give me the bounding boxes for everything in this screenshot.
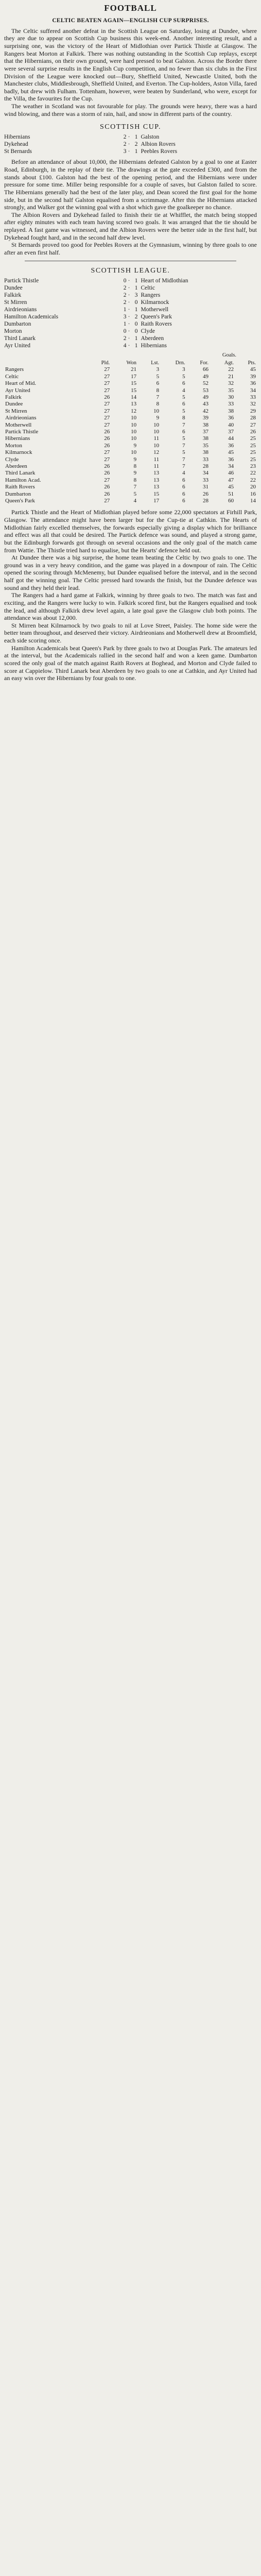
table-row (4, 374, 257, 380)
league-result-row (4, 320, 257, 328)
cell-against: 37 (228, 428, 234, 435)
header-against: Agt. (224, 360, 234, 366)
score-separator: · (128, 313, 130, 320)
cell-lost: 13 (153, 477, 160, 483)
cell-against: 51 (228, 490, 234, 497)
cell-team: Airdrieonians (5, 415, 37, 421)
scottish-league-results (4, 277, 257, 349)
league-result-row (4, 306, 257, 313)
header-points: Pts. (248, 360, 256, 366)
home-team: Third Lanark (4, 335, 36, 342)
league-result-row (4, 277, 257, 284)
cell-played: 26 (104, 463, 110, 470)
table-row (4, 498, 257, 504)
cell-for: 39 (202, 415, 208, 421)
cell-played: 26 (104, 484, 110, 490)
cell-won: 10 (131, 435, 137, 442)
cell-team: Aberdeen (5, 463, 27, 470)
score-separator: · (128, 277, 130, 284)
cell-played: 27 (104, 401, 110, 408)
cell-team: Hamilton Acad. (5, 477, 41, 483)
cell-team: Dumbarton (5, 490, 31, 497)
cell-against: 60 (228, 498, 234, 504)
away-team: Queen's Park (141, 313, 172, 320)
away-team: Aberdeen (141, 335, 164, 342)
cell-against: 33 (228, 401, 234, 408)
away-team: Clyde (141, 328, 155, 334)
cup-paragraph-2: The Albion Rovers and Dykehead failed to finish their tie at Whifflet, the match being stopped after eighty minutes with each team having scored two goals. It was arranged that the tie should be replayed. A fast game was witnessed, and the Albion Rovers were the better side in the first half, but Dykehead fought hard, and in the second half drew level. (4, 211, 257, 241)
scottish-cup-report (4, 158, 257, 256)
cell-played: 27 (104, 449, 110, 456)
cell-drawn: 7 (182, 421, 185, 428)
away-score: 2 (134, 141, 138, 148)
cell-team: Partick Thistle (5, 428, 39, 435)
home-score: 0 (123, 328, 127, 334)
cell-won: 9 (133, 442, 137, 449)
cell-drawn: 6 (182, 428, 185, 435)
cell-played: 26 (104, 428, 110, 435)
cell-team: Kilmarnock (5, 449, 32, 456)
cell-points: 26 (250, 428, 256, 435)
league-paragraph-2: At Dundee there was a big surprise, the home team beating the Celtic by two goals to one. The ground was in a very heavy condition, and the game was played in a downpour of rain. The Celtic opened the scoring through McMenemy, but Dundee equalised before the interval, and in the second half got the winning goal. The Celtic pressed hard towards the finish, but the Dundee defence was sound and they held their lead. (4, 554, 257, 591)
league-paragraph-5: Hamilton Academicals beat Queen's Park by three goals to two at Douglas Park. The amateurs led at the interval, but the Academicals rallied in the second half and won a keen game. Dumbarton scored the only goal of the match against Raith Rovers at Boghead, and Morton and Clyde failed to score at Cappielow. Third Lanark beat Aberdeen by two goals to one at Cathkin, and Ayr United had an easy win over the Hibernians by four goals to one. (4, 644, 257, 682)
cell-team: Clyde (5, 456, 19, 463)
cell-for: 66 (202, 366, 208, 373)
cell-lost: 8 (156, 401, 160, 408)
cell-for: 43 (202, 401, 208, 408)
cell-points: 36 (250, 380, 256, 387)
article-headline: CELTIC BEATEN AGAIN—ENGLISH CUP SURPRISES. (52, 17, 209, 24)
cell-drawn: 6 (182, 477, 185, 483)
cell-points: 29 (250, 408, 256, 414)
cell-drawn: 6 (182, 380, 185, 387)
scottish-league-title: SCOTTISH LEAGUE. (91, 266, 170, 275)
table-row (4, 484, 257, 490)
cell-against: 34 (228, 463, 234, 470)
home-team: Dykehead (4, 141, 28, 148)
cell-played: 26 (104, 490, 110, 497)
cell-team: Celtic (5, 373, 19, 380)
league-result-row (4, 292, 257, 299)
cell-lost: 10 (153, 442, 160, 449)
cell-points: 25 (250, 442, 256, 449)
cell-team: Raith Rovers (5, 484, 35, 490)
cell-lost: 13 (153, 470, 160, 477)
cell-drawn: 3 (182, 366, 185, 373)
cell-for: 49 (202, 394, 208, 400)
cell-points: 32 (250, 401, 256, 408)
cell-lost: 10 (153, 408, 160, 414)
cell-lost: 13 (153, 484, 160, 490)
home-team: Ayr United (4, 342, 31, 349)
cell-points: 39 (250, 373, 256, 380)
cell-for: 28 (202, 463, 208, 470)
cell-team: Morton (5, 442, 22, 449)
home-score: 3 (123, 313, 127, 320)
away-score: 3 (134, 292, 138, 298)
away-score: 0 (134, 299, 138, 306)
cell-won: 8 (133, 463, 137, 470)
league-result-row (4, 328, 257, 335)
cell-won: 12 (131, 408, 137, 414)
cell-against: 36 (228, 415, 234, 421)
table-row (4, 477, 257, 484)
scottish-cup-results (4, 133, 257, 155)
cell-for: 31 (202, 484, 208, 490)
league-result-row (4, 313, 257, 320)
away-team: Peebles Rovers (141, 148, 178, 155)
home-score: 4 (123, 342, 127, 349)
cell-won: 7 (133, 484, 137, 490)
cell-points: 23 (250, 463, 256, 470)
cell-against: 46 (228, 470, 234, 477)
cell-played: 27 (104, 456, 110, 463)
cell-team: Rangers (5, 366, 24, 373)
home-score: 3 (123, 148, 127, 155)
table-row (4, 435, 257, 442)
cell-lost: 8 (156, 387, 160, 394)
cell-won: 15 (131, 380, 137, 387)
cell-team: Motherwell (5, 421, 32, 428)
table-row (4, 422, 257, 429)
league-result-row (4, 299, 257, 306)
table-row (4, 380, 257, 387)
home-score: 2 (123, 335, 127, 342)
scottish-cup-title: SCOTTISH CUP. (99, 123, 162, 131)
header-played: Pld. (101, 360, 110, 366)
away-score: 2 (134, 313, 138, 320)
cell-for: 26 (202, 490, 208, 497)
home-score: 0 (123, 277, 127, 284)
away-score: 1 (134, 306, 138, 313)
cell-against: 35 (228, 387, 234, 394)
score-separator: · (128, 335, 130, 342)
cell-team: Queen's Park (5, 498, 35, 504)
league-paragraph-4: St Mirren beat Kilmarnock by two goals to nil at Love Street, Paisley. The home side were the better team throughout, and deserved their victory. Airdrieonians and Motherwell drew at Broomfield, each side scoring once. (4, 621, 257, 645)
cell-against: 22 (228, 366, 234, 373)
cell-lost: 17 (153, 498, 160, 504)
table-row (4, 456, 257, 463)
home-team: St Bernards (4, 148, 32, 155)
cell-against: 45 (228, 449, 234, 456)
score-separator: · (128, 141, 130, 148)
table-row (4, 394, 257, 401)
cell-lost: 11 (153, 435, 160, 442)
cell-drawn: 5 (182, 449, 185, 456)
cell-for: 33 (202, 456, 208, 463)
cell-lost: 7 (156, 394, 160, 400)
away-score: 1 (134, 342, 138, 349)
home-team: Falkirk (4, 292, 22, 298)
cell-against: 40 (228, 421, 234, 428)
cell-drawn: 7 (182, 463, 185, 470)
away-team: Kilmarnock (141, 299, 169, 306)
away-team: Rangers (141, 292, 161, 298)
away-score: 1 (134, 277, 138, 284)
header-for: For. (200, 360, 208, 366)
cell-for: 38 (202, 421, 208, 428)
cell-lost: 6 (156, 380, 160, 387)
cell-won: 4 (133, 498, 137, 504)
cell-won: 10 (131, 449, 137, 456)
table-row (4, 415, 257, 421)
cell-points: 28 (250, 415, 256, 421)
cell-points: 14 (250, 498, 256, 504)
home-team: Dumbarton (4, 320, 31, 327)
home-team: Airdrieonians (4, 306, 37, 313)
league-paragraph-3: The Rangers had a hard game at Falkirk, winning by three goals to two. The match was fast and exciting, and the Rangers were lucky to win. Falkirk scored first, but the Rangers equalised and took the lead, and although Falkirk drew level again, a late goal gave the Glasgow club both points. The attendance was about 12,000. (4, 591, 257, 622)
cell-played: 27 (104, 373, 110, 380)
cell-for: 38 (202, 449, 208, 456)
intro-paragraph-1: The Celtic suffered another defeat in the Scottish League on Saturday, losing at Dundee, where they are due to appear on Scottish Cup business this week-end. Another interesting result, and a surprising one, was the victory of the Heart of Midlothian over Partick Thistle at Glasgow. The Rangers beat Morton at Falkirk. There was nothing outstanding in the Scottish Cup replays, except that the Hibernians, on their own ground, were hard pressed to beat Galston. Across the Border there were several surprise results in the English Cup competition, and no fewer than six clubs in the First Division of the League were knocked out—Bury, Sheffield United, Newcastle United, both the Manchester clubs, Middlesbrough, Sheffield United, and Everton. The Cup-holders, Aston Villa, fared badly, but drew with Fulham. Tottenham, however, were beaten by Sunderland, who were, except for the Villa, the favourites for the Cup. (4, 27, 257, 103)
cell-lost: 5 (156, 373, 160, 380)
cell-against: 38 (228, 408, 234, 414)
cell-drawn: 8 (182, 415, 185, 421)
cell-drawn: 5 (182, 373, 185, 380)
cell-won: 5 (133, 490, 137, 497)
away-team: Celtic (141, 284, 155, 291)
cell-drawn: 5 (182, 435, 185, 442)
away-score: 1 (134, 335, 138, 342)
cell-points: 27 (250, 421, 256, 428)
score-separator: · (128, 320, 130, 327)
cell-for: 34 (202, 470, 208, 477)
away-team: Galston (141, 134, 160, 141)
cell-points: 34 (250, 387, 256, 394)
cell-for: 33 (202, 477, 208, 483)
cell-team: Falkirk (5, 394, 22, 400)
cell-against: 47 (228, 477, 234, 483)
cell-points: 20 (250, 484, 256, 490)
cell-won: 8 (133, 477, 137, 483)
cell-for: 38 (202, 435, 208, 442)
goals-label: Goals. (222, 352, 236, 358)
cell-won: 10 (131, 428, 137, 435)
cell-won: 10 (131, 415, 137, 421)
cell-lost: 9 (156, 415, 160, 421)
cell-points: 33 (250, 394, 256, 400)
home-team: Partick Thistle (4, 277, 39, 284)
score-separator: · (128, 328, 130, 334)
cell-played: 26 (104, 470, 110, 477)
cell-won: 9 (133, 456, 137, 463)
cell-won: 9 (133, 470, 137, 477)
cell-lost: 12 (153, 449, 160, 456)
cell-team: St Mirren (5, 408, 27, 414)
cell-team: Heart of Mid. (5, 380, 37, 387)
cell-played: 27 (104, 366, 110, 373)
cell-for: 49 (202, 373, 208, 380)
table-row (4, 387, 257, 394)
cell-against: 32 (228, 380, 234, 387)
header-lost: Lst. (151, 360, 160, 366)
league-result-row (4, 342, 257, 349)
cell-points: 22 (250, 470, 256, 477)
cell-against: 44 (228, 435, 234, 442)
cell-drawn: 6 (182, 484, 185, 490)
cell-won: 17 (131, 373, 137, 380)
league-table (4, 360, 257, 505)
home-score: 2 (123, 141, 127, 148)
cell-drawn: 4 (182, 387, 185, 394)
score-separator: · (128, 284, 130, 291)
table-row (4, 366, 257, 373)
score-separator: · (128, 306, 130, 313)
cell-team: Third Lanark (5, 470, 36, 477)
table-row (4, 443, 257, 449)
score-separator: · (128, 134, 130, 141)
away-team: Heart of Midlothian (141, 277, 188, 284)
cell-drawn: 7 (182, 456, 185, 463)
cell-points: 22 (250, 477, 256, 483)
league-table-header (4, 360, 257, 367)
cell-team: Ayr United (5, 387, 30, 394)
cell-played: 27 (104, 421, 110, 428)
table-row (4, 463, 257, 470)
home-score: 2 (123, 292, 127, 298)
home-score: 1 (123, 306, 127, 313)
cell-points: 45 (250, 366, 256, 373)
cell-lost: 10 (153, 428, 160, 435)
cell-against: 36 (228, 456, 234, 463)
cell-played: 27 (104, 498, 110, 504)
table-row (4, 401, 257, 408)
cell-played: 26 (104, 435, 110, 442)
cell-points: 25 (250, 449, 256, 456)
home-team: Hibernians (4, 134, 30, 141)
cell-drawn: 4 (182, 470, 185, 477)
home-score: 2 (123, 134, 127, 141)
away-team: Motherwell (141, 306, 169, 313)
league-table-body (4, 366, 257, 504)
cell-for: 52 (202, 380, 208, 387)
header-won: Won (126, 360, 137, 366)
table-row (4, 408, 257, 415)
cell-won: 14 (131, 394, 137, 400)
score-separator: · (128, 148, 130, 155)
home-score: 2 (123, 299, 127, 306)
cell-drawn: 5 (182, 394, 185, 400)
table-row (4, 429, 257, 435)
cell-lost: 11 (153, 463, 160, 470)
cell-won: 10 (131, 421, 137, 428)
cell-played: 27 (104, 477, 110, 483)
cell-for: 53 (202, 387, 208, 394)
score-separator: · (128, 299, 130, 306)
intro-section (4, 27, 257, 118)
league-result-row (4, 284, 257, 292)
cell-won: 13 (131, 401, 137, 408)
cell-for: 35 (202, 442, 208, 449)
home-score: 2 (123, 284, 127, 291)
away-score: 0 (134, 328, 138, 334)
cell-played: 27 (104, 408, 110, 414)
header-drawn: Drn. (175, 360, 185, 366)
table-row (4, 449, 257, 456)
cell-won: 15 (131, 387, 137, 394)
newspaper-page (4, 0, 257, 698)
cell-against: 36 (228, 442, 234, 449)
cell-played: 26 (104, 442, 110, 449)
home-team: Dundee (4, 284, 23, 291)
home-team: Morton (4, 328, 22, 334)
cup-paragraph-3: St Bernards proved too good for Peebles Rovers at the Gymnasium, winning by three goals to one after an even first half. (4, 241, 257, 256)
cell-lost: 11 (153, 456, 160, 463)
cell-lost: 10 (153, 421, 160, 428)
cell-drawn: 6 (182, 401, 185, 408)
away-score: 1 (134, 134, 138, 141)
cup-result-row (4, 133, 257, 141)
cell-drawn: 5 (182, 408, 185, 414)
cell-won: 21 (131, 366, 137, 373)
league-result-row (4, 335, 257, 342)
cell-for: 37 (202, 428, 208, 435)
cell-drawn: 6 (182, 490, 185, 497)
cell-played: 27 (104, 380, 110, 387)
cell-for: 28 (202, 498, 208, 504)
scottish-league-report (4, 509, 257, 682)
cell-team: Dundee (5, 401, 23, 408)
home-team: Hamilton Academicals (4, 313, 59, 320)
score-separator: · (128, 342, 130, 349)
cell-points: 25 (250, 435, 256, 442)
score-separator: · (128, 292, 130, 298)
cup-paragraph-1: Before an attendance of about 10,000, the Hibernians defeated Galston by a goal to one at Easter Road, Edinburgh, in the replay of their tie. The drawings at the gate exceeded £300, and from the stands about £100. Galston had the best of the opening period, and the Hibernians were under pressure for some time. Miller being responsible for a couple of saves, but Galston failed to score. The Hibernians generally had the best of the later play, and Dean scored the first goal for the home side, but in the second half Galston equalised from a scrimmage. After this the Hibernians attacked strongly, and Walker got the winning goal with a shot which gave the goalkeeper no chance. (4, 158, 257, 211)
cell-for: 42 (202, 408, 208, 414)
table-row (4, 470, 257, 477)
cell-played: 27 (104, 387, 110, 394)
cell-against: 30 (228, 394, 234, 400)
away-team: Raith Rovers (141, 320, 172, 327)
cell-drawn: 7 (182, 442, 185, 449)
cell-lost: 15 (153, 490, 160, 497)
away-score: 0 (134, 320, 138, 327)
league-paragraph-1: Partick Thistle and the Heart of Midlothian played before some 22,000 spectators at Firhill Park, Glasgow. The attendance might have been larger but for the Cup-tie at Cathkin. The Hearts of Midlothian fairly excelled themselves, the forwards especially giving a display which for brilliance and effect was all that could be desired. The Partick defence was sound, and played a strong game, but the Edinburgh forwards got through on several occasions and the only goal of the match came from Wattie. The Thistle tried hard to equalise, but the Hearts' defence held out. (4, 509, 257, 554)
cup-result-row (4, 141, 257, 148)
header-team (4, 360, 88, 367)
cell-lost: 3 (156, 366, 160, 373)
cell-against: 45 (228, 484, 234, 490)
away-score: 1 (134, 148, 138, 155)
cell-points: 16 (250, 490, 256, 497)
home-score: 1 (123, 320, 127, 327)
cup-result-row (4, 148, 257, 155)
away-score: 1 (134, 284, 138, 291)
away-team: Albion Rovers (141, 141, 176, 148)
home-team: St Mirren (4, 299, 27, 306)
cell-drawn: 6 (182, 498, 185, 504)
cell-team: Hibernians (5, 435, 30, 442)
cell-points: 25 (250, 456, 256, 463)
intro-paragraph-2: The weather in Scotland was not favourable for play. The grounds were heavy, there was a hard wind blowing, and there was a storm of rain, hail, and snow in different parts of the country. (4, 103, 257, 117)
section-masthead: FOOTBALL (104, 3, 157, 13)
cell-played: 26 (104, 394, 110, 400)
cell-played: 27 (104, 415, 110, 421)
table-row (4, 491, 257, 498)
cell-against: 21 (228, 373, 234, 380)
away-team: Hibernians (141, 342, 167, 349)
